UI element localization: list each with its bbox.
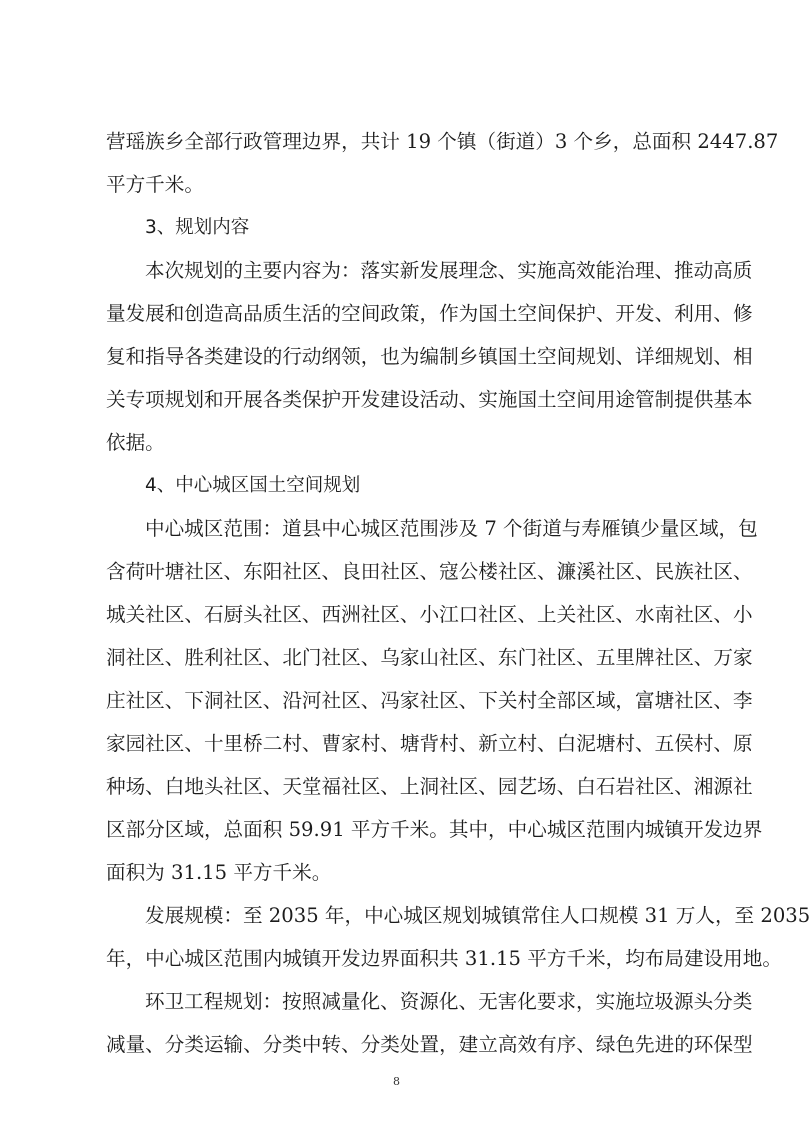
- paragraph-line: 中心城区范围：道县中心城区范围涉及 7 个街道与寿雁镇少量区域，包: [145, 517, 758, 540]
- paragraph-line: 减量、分类运输、分类中转、分类处置，建立高效有序、绿色先进的环保型: [106, 1033, 753, 1056]
- paragraph-line: 营瑶族乡全部行政管理边界，共计 19 个镇（街道）3 个乡，总面积 2447.87: [106, 130, 779, 153]
- paragraph-line: 面积为 31.15 平方千米。: [106, 861, 332, 884]
- paragraph-line: 洞社区、胜利社区、北门社区、乌家山社区、东门社区、五里牌社区、万家: [106, 646, 753, 669]
- paragraph-line: 发展规模：至 2035 年，中心城区规划城镇常住人口规模 31 万人，至 2035: [145, 904, 810, 927]
- paragraph-line: 年，中心城区范围内城镇开发边界面积共 31.15 平方千米，均布局建设用地。: [106, 947, 782, 970]
- paragraph-line: 依据。: [106, 431, 165, 454]
- paragraph-line: 复和指导各类建设的行动纲领，也为编制乡镇国土空间规划、详细规划、相: [106, 345, 753, 368]
- paragraph-line: 关专项规划和开展各类保护开发建设活动、实施国土空间用途管制提供基本: [106, 388, 753, 411]
- paragraph-line: 种场、白地头社区、天堂福社区、上洞社区、园艺场、白石岩社区、湘源社: [106, 775, 753, 798]
- section-heading: 3、规划内容: [145, 217, 250, 238]
- paragraph-line: 含荷叶塘社区、东阳社区、良田社区、寇公楼社区、濂溪社区、民族社区、: [106, 560, 753, 583]
- paragraph-line: 城关社区、石厨头社区、西洲社区、小江口社区、上关社区、水南社区、小: [106, 603, 753, 626]
- paragraph-line: 庄社区、下洞社区、沿河社区、冯家社区、下关村全部区域，富塘社区、李: [106, 689, 753, 712]
- paragraph-line: 平方千米。: [106, 173, 204, 196]
- paragraph-line: 环卫工程规划：按照减量化、资源化、无害化要求，实施垃圾源头分类: [145, 990, 753, 1013]
- paragraph-line: 家园社区、十里桥二村、曹家村、塘背村、新立村、白泥塘村、五侯村、原: [106, 732, 753, 755]
- paragraph-line: 区部分区域，总面积 59.91 平方千米。其中，中心城区范围内城镇开发边界: [106, 818, 763, 841]
- paragraph-line: 本次规划的主要内容为：落实新发展理念、实施高效能治理、推动高质: [145, 259, 753, 282]
- paragraph-line: 量发展和创造高品质生活的空间政策，作为国土空间保护、开发、利用、修: [106, 302, 753, 325]
- section-heading: 4、中心城区国土空间规划: [145, 475, 361, 496]
- page-number: 8: [393, 1075, 400, 1088]
